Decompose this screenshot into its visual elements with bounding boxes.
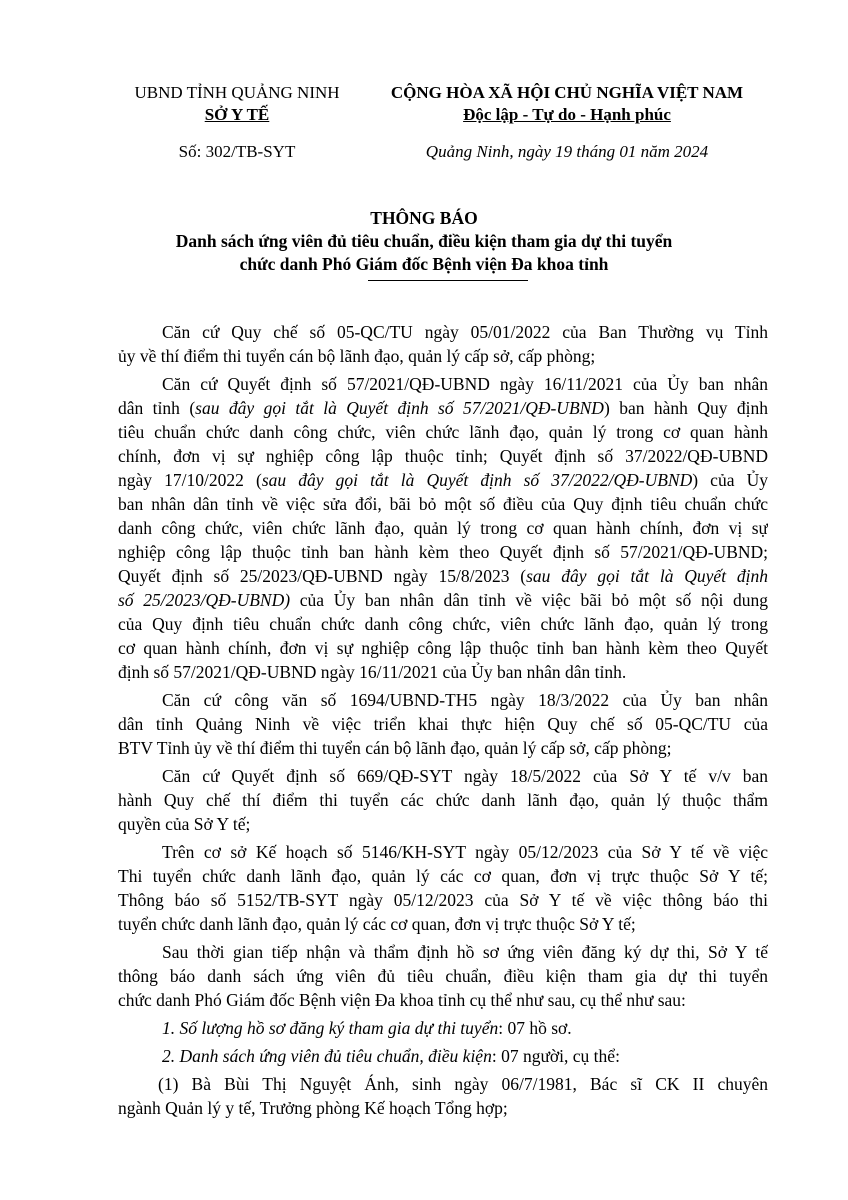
document-subtitle-line1: Danh sách ứng viên đủ tiêu chuẩn, điều kiện tham gia dự thi tuyển <box>175 231 673 251</box>
agency-block <box>112 82 362 126</box>
paragraph-line: danh công chức, viên chức lãnh đạo, quản lý trong cơ quan hành chính, đơn vị sự <box>118 518 768 538</box>
document-title: THÔNG BÁO <box>370 208 478 228</box>
document-number: Số: 302/TB-SYT <box>178 142 296 161</box>
candidate-line: (1) Bà Bùi Thị Nguyệt Ánh, sinh ngày 06/7/1981, Bác sĩ CK II chuyên <box>158 1074 768 1094</box>
document-subtitle-line2: chức danh Phó Giám đốc Bệnh viện Đa khoa tỉnh <box>239 254 609 274</box>
paragraph-line: dân tỉnh (sau đây gọi tắt là Quyết định số 57/2021/QĐ-UBND) ban hành Quy định <box>118 398 768 418</box>
national-motto: Độc lập - Tự do - Hạnh phúc <box>463 105 671 124</box>
paragraph-line: Thông báo số 5152/TB-SYT ngày 05/12/2023 của Sở Y tế về việc thông báo thi <box>118 890 768 910</box>
paragraph-line: Trên cơ sở Kế hoạch số 5146/KH-SYT ngày 05/12/2023 của Sở Y tế về việc <box>162 842 768 862</box>
paragraph-line: Căn cứ Quyết định số 57/2021/QĐ-UBND ngày 16/11/2021 của Ủy ban nhân <box>162 374 768 394</box>
paragraph-line: chức danh Phó Giám đốc Bệnh viện Đa khoa tỉnh cụ thể như sau, cụ thể như sau: <box>118 990 686 1010</box>
paragraph-line: Căn cứ công văn số 1694/UBND-TH5 ngày 18/3/2022 của Ủy ban nhân <box>162 690 768 710</box>
list-item: 1. Số lượng hồ sơ đăng ký tham gia dự thi tuyển: 07 hồ sơ. <box>162 1018 572 1038</box>
paragraph-line: hành Quy chế thí điểm thi tuyển các chức danh lãnh đạo, quản lý thuộc thẩm <box>118 790 768 810</box>
candidate-line: ngành Quản lý y tế, Trưởng phòng Kế hoạch Tổng hợp; <box>118 1098 508 1118</box>
paragraph-line: số 25/2023/QĐ-UBND) của Ủy ban nhân dân tỉnh về việc bãi bỏ một số nội dung <box>118 590 768 610</box>
title-divider <box>368 280 528 281</box>
paragraph-line: Căn cứ Quy chế số 05-QC/TU ngày 05/01/2022 của Ban Thường vụ Tỉnh <box>162 322 768 342</box>
paragraph-line: ủy về thí điểm thi tuyển cán bộ lãnh đạo, quản lý cấp sở, cấp phòng; <box>118 346 596 366</box>
agency-name: SỞ Y TẾ <box>204 105 270 124</box>
paragraph-line: cơ quan hành chính, đơn vị sự nghiệp công lập thuộc tỉnh ban hành kèm theo Quyết <box>118 638 768 658</box>
national-heading <box>362 82 772 126</box>
paragraph-line: định số 57/2021/QĐ-UBND ngày 16/11/2021 của Ủy ban nhân dân tỉnh. <box>118 662 627 682</box>
paragraph-line: nghiệp công lập thuộc tỉnh ban hành kèm theo Quyết định số 57/2021/QĐ-UBND; <box>118 542 768 562</box>
paragraph-line: Quyết định số 25/2023/QĐ-UBND ngày 15/8/2023 (sau đây gọi tắt là Quyết định <box>118 566 768 586</box>
paragraph-line: Căn cứ Quyết định số 669/QĐ-SYT ngày 18/5/2022 của Sở Y tế v/v ban <box>162 766 768 786</box>
paragraph-line: của Quy định tiêu chuẩn chức danh công chức, viên chức lãnh đạo, quản lý trong <box>118 614 768 634</box>
country-name: CỘNG HÒA XÃ HỘI CHỦ NGHĨA VIỆT NAM <box>390 83 744 102</box>
paragraph-line: chính, đơn vị sự nghiệp công lập thuộc tỉnh; Quyết định số 37/2022/QĐ-UBND <box>118 446 768 466</box>
paragraph-line: ngày 17/10/2022 (sau đây gọi tắt là Quyết định số 37/2022/QĐ-UBND) của Ủy <box>118 470 768 490</box>
paragraph-line: Thi tuyển chức danh lãnh đạo, quản lý các cơ quan, đơn vị trực thuộc Sở Y tế; <box>118 866 768 886</box>
list-item: 2. Danh sách ứng viên đủ tiêu chuẩn, điều kiện: 07 người, cụ thể: <box>162 1046 620 1066</box>
paragraph-line: BTV Tỉnh ủy về thí điểm thi tuyển cán bộ lãnh đạo, quản lý cấp sở, cấp phòng; <box>118 738 672 758</box>
paragraph-line: tiêu chuẩn chức danh công chức, viên chức lãnh đạo, quản lý trong cơ quan hành <box>118 422 768 442</box>
paragraph-line: tuyển chức danh lãnh đạo, quản lý các cơ quan, đơn vị trực thuộc Sở Y tế; <box>118 914 636 934</box>
paragraph-line: ban nhân dân tỉnh về việc sửa đổi, bãi bỏ một số điều của Quy định tiêu chuẩn chức <box>118 494 768 514</box>
paragraph-line: dân tỉnh Quảng Ninh về việc triển khai thực hiện Quy chế số 05-QC/TU của <box>118 714 768 734</box>
paragraph-line: Sau thời gian tiếp nhận và thẩm định hồ sơ ứng viên đăng ký dự thi, Sở Y tế <box>162 942 768 962</box>
agency-parent: UBND TỈNH QUẢNG NINH <box>134 83 340 102</box>
place-date: Quảng Ninh, ngày 19 tháng 01 năm 2024 <box>425 142 709 161</box>
paragraph-line: thông báo danh sách ứng viên đủ tiêu chuẩn, điều kiện tham gia dự thi tuyển <box>118 966 768 986</box>
paragraph-line: quyền của Sở Y tế; <box>118 814 251 834</box>
